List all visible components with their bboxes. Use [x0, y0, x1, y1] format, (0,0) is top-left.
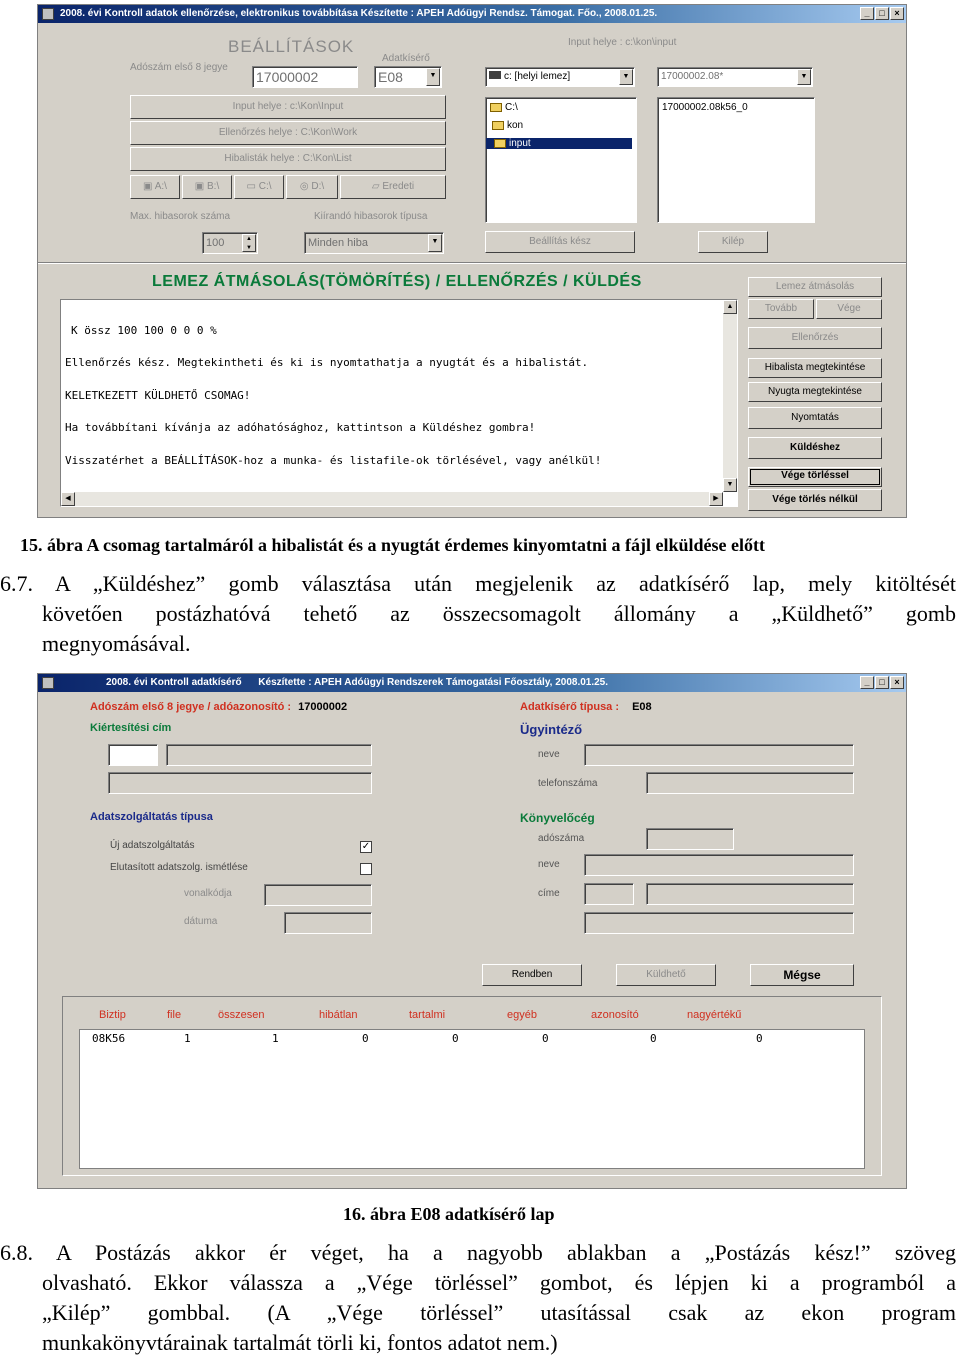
send-button[interactable]: Küldéshez: [748, 437, 882, 459]
address-label: címe: [538, 888, 560, 899]
view-errorlist-button[interactable]: Hibalista megtekintése: [748, 358, 882, 378]
chevron-down-icon[interactable]: ▼: [619, 69, 633, 85]
type-label: Adatkísérő: [382, 53, 430, 64]
vertical-scrollbar[interactable]: [723, 300, 737, 492]
name-label: neve: [538, 749, 560, 760]
barcode-field[interactable]: [264, 884, 372, 906]
auditor-tax-field[interactable]: [646, 828, 734, 850]
type-label-text: Adatkísérő típusa :: [520, 701, 620, 713]
chevron-down-icon[interactable]: ▼: [428, 234, 442, 252]
table-header: Biztip: [99, 1009, 126, 1021]
exit-button[interactable]: Kilép: [698, 231, 768, 253]
street-field[interactable]: [108, 772, 372, 794]
drive-c-label: C:\: [258, 181, 272, 192]
figure-16-caption: 16. ábra E08 adatkísérő lap: [343, 1204, 555, 1224]
minimize-icon[interactable]: _: [860, 7, 874, 20]
paragraph-line: 6.8. A Postázás akkor ér véget, ha a nagyobb ablakban a „Postázás kész!” szöveg: [0, 1240, 956, 1265]
tax-field[interactable]: 17000002: [252, 66, 358, 88]
tree-item-c[interactable]: [490, 102, 518, 113]
log-line: Ha továbbítani kívánja az adóhatósághoz, kattintson a Küldéshez gombra!: [65, 421, 536, 434]
err-type-value: Minden hiba: [308, 237, 368, 249]
maximize-icon[interactable]: □: [875, 676, 889, 689]
city-field[interactable]: [166, 744, 372, 766]
phone-field[interactable]: [646, 772, 854, 794]
type-select[interactable]: [374, 66, 442, 88]
paragraph-6-7: [0, 569, 960, 659]
log-line: Visszatérhet a BEÁLLÍTÁSOK-hoz a munka- és listafile-ok törlésével, vagy anélkül!: [65, 454, 602, 467]
fig16-titlebar: [38, 674, 906, 692]
check-location-button[interactable]: Ellenőrzés helye : C:\Kon\Work: [130, 121, 446, 145]
auditor-street-field[interactable]: [584, 912, 854, 934]
paragraph-line: 6.7. A „Küldéshez” gomb választása után megjelenik az adatkísérő lap, mely kitöltését: [0, 571, 956, 596]
auditor-zip-field[interactable]: [584, 883, 634, 905]
ok-button[interactable]: Rendben: [482, 964, 582, 986]
folder-open-icon: [494, 139, 506, 148]
app-icon: [42, 677, 54, 689]
barcode-label: vonalkódja: [184, 888, 232, 899]
max-err-stepper[interactable]: [202, 232, 258, 254]
service-label: Adatszolgáltatás típusa: [90, 811, 213, 823]
drive-d-button[interactable]: [286, 175, 338, 199]
close-icon[interactable]: ×: [890, 676, 904, 689]
notify-label: Kiértesítési cím: [90, 722, 172, 734]
horizontal-scrollbar[interactable]: [61, 492, 723, 506]
drive-select[interactable]: [485, 67, 635, 87]
date-field[interactable]: [284, 912, 372, 934]
print-button[interactable]: Nyomtatás: [748, 407, 882, 429]
errorlist-location-button[interactable]: Hibalisták helye : C:\Kon\List: [130, 147, 446, 171]
table-cell: 0: [650, 1032, 657, 1045]
repeat-service-label: Elutasított adatszolg. ismétlése: [110, 862, 248, 873]
auditor-label: Könyvelőcég: [520, 811, 595, 825]
close-icon[interactable]: ×: [890, 7, 904, 20]
scroll-down-icon[interactable]: ▼: [723, 478, 737, 492]
tree-item-label: input: [509, 138, 531, 149]
disk-icon: ▣: [194, 181, 205, 192]
repeat-service-checkbox[interactable]: [360, 863, 372, 875]
end-without-delete-button[interactable]: Vége törlés nélkül: [748, 489, 882, 511]
chevron-down-icon[interactable]: ▼: [797, 69, 811, 85]
paragraph-line: munkakönyvtárainak tartalmát törli ki, fontos adatot nem.): [42, 1330, 558, 1355]
verify-button[interactable]: Ellenőrzés: [748, 327, 882, 349]
date-label: dátuma: [184, 916, 218, 927]
type-value: E08: [632, 701, 652, 713]
divider: [38, 262, 906, 264]
tree-item-label: kon: [507, 120, 524, 131]
err-type-label: Kiírandó hibasorok típusa: [314, 211, 428, 222]
paragraph-line: olvasható. Ekkor válassza a „Vége törléssel” gombot, és lépjen ki a programból a: [42, 1270, 956, 1295]
figure-15-caption: 15. ábra A csomag tartalmáról a hibalistát és a nyugtát érdemes kinyomtatni a fájl elküldése előtt: [20, 535, 765, 555]
zip-field[interactable]: [108, 744, 158, 766]
auditor-name-field[interactable]: [584, 854, 854, 876]
table-cell: 0: [452, 1032, 459, 1045]
app-icon: [42, 8, 54, 20]
log-line: K össz 100 100 0 0 0 %: [71, 324, 217, 337]
table-header: tartalmi: [409, 1009, 446, 1021]
type-select-value: E08: [378, 69, 403, 85]
folder-icon: ▱: [371, 181, 380, 192]
log-panel: [60, 299, 738, 507]
handler-name-field[interactable]: [584, 744, 854, 766]
drive-d-label: D:\: [311, 181, 325, 192]
minimize-icon[interactable]: _: [860, 676, 874, 689]
table-header: összesen: [218, 1009, 265, 1021]
table-header: nagyértékű: [687, 1009, 742, 1021]
chevron-down-icon[interactable]: ▼: [426, 68, 440, 86]
new-service-checkbox[interactable]: ✓: [361, 841, 371, 852]
settings-done-button[interactable]: Beállítás kész: [485, 231, 635, 253]
folder-tree[interactable]: [485, 97, 637, 223]
max-err-value: 100: [206, 237, 225, 249]
original-label: Eredeti: [382, 181, 415, 192]
drive-select-value: c: [helyi lemez]: [504, 71, 571, 82]
paragraph-line: követően postázhatóvá tehető az összecsomagolt állomány a „Küldhető” gomb: [42, 601, 956, 626]
input-loc-label: Input helye : c:\kon\input: [568, 37, 677, 48]
paragraph-line: megnyomásával.: [42, 631, 191, 656]
settings-heading: BEÁLLÍTÁSOK: [228, 37, 355, 56]
stepper-icon[interactable]: ▲ ▼: [242, 234, 256, 252]
scroll-up-icon[interactable]: ▲: [723, 300, 737, 314]
tax-label: Adószám első 8 jegye: [130, 62, 228, 73]
table-body: [79, 1029, 865, 1169]
summary-table: [62, 996, 882, 1176]
new-service-label: Új adatszolgáltatás: [110, 840, 195, 851]
cd-icon: ◎: [299, 181, 309, 192]
fig16-title: 2008. évi Kontroll adatkísérő Készítette : APEH Adóügyi Rendszerek Támogatási Főosztály, 2008.01.25.: [106, 677, 609, 688]
copy-disk-button[interactable]: Lemez átmásolás: [748, 277, 882, 297]
log-line: KELETKEZETT KÜLDHETŐ CSOMAG!: [65, 389, 251, 402]
sendable-button[interactable]: Küldhető: [616, 964, 716, 986]
tax-label-text: Adószám első 8 jegye / adóazonosító :: [90, 701, 292, 713]
original-button[interactable]: [340, 175, 446, 199]
cancel-button[interactable]: Mégse: [750, 964, 854, 986]
file-item[interactable]: 17000002.08k56_0: [662, 102, 748, 113]
paragraph-line: „Kilép” gombbal. (A „Vége törléssel” utasítással csak az ekon program: [42, 1300, 956, 1325]
max-err-label: Max. hibasorok száma: [130, 211, 231, 222]
table-header: file: [167, 1009, 182, 1021]
table-cell: 1: [184, 1032, 191, 1045]
hdd-icon: ▭: [246, 181, 256, 192]
drive-a-button[interactable]: [130, 175, 180, 199]
table-cell: 0: [542, 1032, 549, 1045]
folder-open-icon: [492, 121, 504, 130]
drive-b-label: B:\: [207, 181, 220, 192]
input-location-button[interactable]: Input helye : c:\Kon\Input: [130, 95, 446, 119]
tax-num-label: adószáma: [538, 833, 585, 844]
handler-label: Ügyintéző: [520, 722, 583, 737]
folder-open-icon: [490, 103, 502, 112]
main-heading: LEMEZ ÁTMÁSOLÁS(TÖMÖRÍTÉS) / ELLENŐRZÉS / KÜLDÉS: [152, 273, 642, 290]
drive-b-button[interactable]: [182, 175, 232, 199]
log-line: Ellenőrzés kész. Megtekintheti és ki is nyomtathatja a nyugtát és a hibalistát.: [65, 356, 589, 369]
tree-item-kon[interactable]: [492, 120, 523, 131]
end-with-delete-button[interactable]: Vége törléssel: [748, 467, 882, 487]
table-cell: 0: [362, 1032, 369, 1045]
fig16-window: [37, 673, 907, 1189]
tree-item-input[interactable]: [486, 138, 632, 149]
table-header: azonosító: [591, 1009, 639, 1021]
end-button[interactable]: Vége: [816, 299, 882, 319]
view-receipt-button[interactable]: Nyugta megtekintése: [748, 382, 882, 402]
disk-icon: ▣: [143, 181, 153, 192]
table-header: hibátlan: [319, 1009, 358, 1021]
table-cell: 0: [756, 1032, 763, 1045]
fig15-window: [37, 4, 907, 518]
auditor-city-field[interactable]: [646, 883, 854, 905]
drive-c-button[interactable]: [234, 175, 284, 199]
file-filter-value: 17000002.08*: [661, 71, 724, 82]
file-list[interactable]: [657, 97, 815, 223]
name2-label: neve: [538, 859, 560, 870]
type-label: [520, 701, 652, 713]
tree-item-label: C:\: [505, 102, 518, 113]
phone-label: telefonszáma: [538, 778, 598, 789]
fig15-titlebar: [38, 5, 906, 23]
tax-label: [90, 701, 347, 713]
table-cell: 08K56: [92, 1032, 126, 1045]
file-filter-select[interactable]: [657, 67, 813, 87]
drive-a-label: A:\: [154, 181, 167, 192]
err-type-select[interactable]: [304, 232, 444, 254]
scroll-left-icon[interactable]: ◀: [61, 492, 75, 506]
tax-value: 17000002: [298, 701, 348, 713]
table-header: egyéb: [507, 1009, 537, 1021]
maximize-icon[interactable]: □: [875, 7, 889, 20]
paragraph-6-8: [0, 1238, 960, 1358]
next-button[interactable]: Tovább: [748, 299, 814, 319]
scroll-right-icon[interactable]: ▶: [709, 492, 723, 506]
drive-icon: [489, 71, 501, 79]
table-cell: 1: [272, 1032, 279, 1045]
fig15-title: 2008. évi Kontroll adatok ellenőrzése, elektronikus továbbítása Készítette : APEH Adóügyi Rendsz. Támogat. Főo., 2008.01.25.: [60, 8, 658, 19]
